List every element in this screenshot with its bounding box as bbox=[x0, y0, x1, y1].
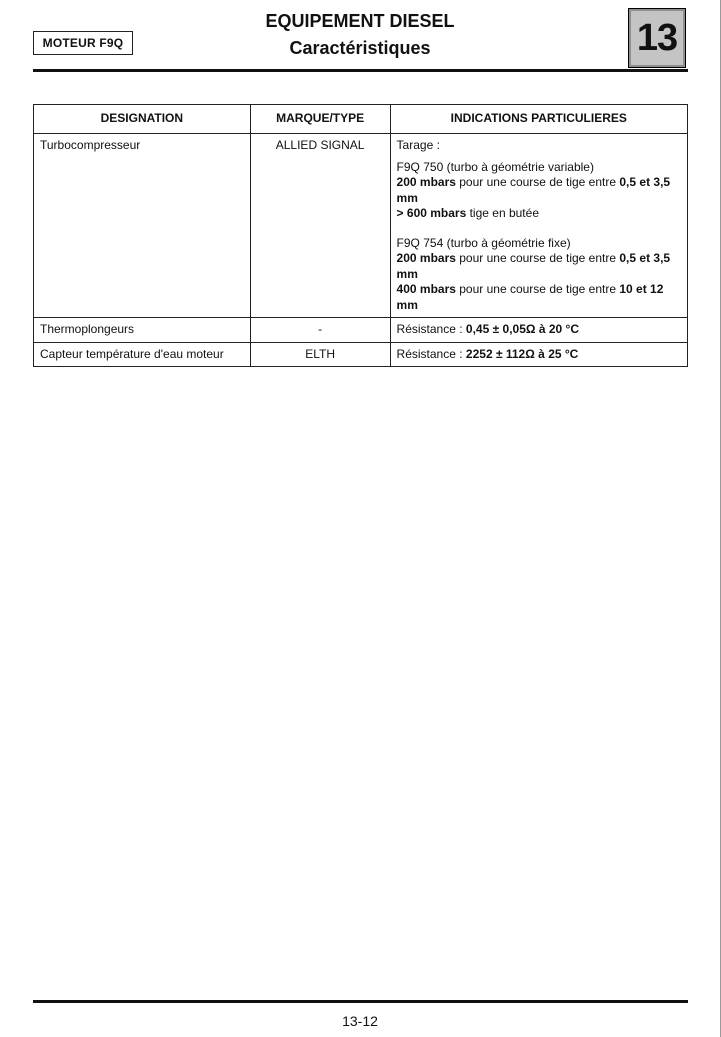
page-number: 13-12 bbox=[342, 1013, 378, 1029]
chapter-number: 13 bbox=[631, 11, 683, 65]
table-row bbox=[34, 318, 688, 343]
cell-designation: Capteur température d'eau moteur bbox=[34, 342, 251, 367]
cell-indications: Résistance : 0,45 ± 0,05Ω à 20 °C bbox=[390, 318, 687, 343]
variant-model: F9Q 754 (turbo à géométrie fixe) bbox=[396, 235, 571, 250]
specifications-table bbox=[33, 104, 688, 367]
variant-spec-line: 200 mbars pour une course de tige entre 0,5 et 3,5 mm bbox=[396, 175, 671, 205]
variant-model: F9Q 750 (turbo à géométrie variable) bbox=[396, 159, 594, 174]
cell-brand: ALLIED SIGNAL bbox=[250, 134, 390, 318]
table-header-row bbox=[34, 105, 688, 134]
header-divider bbox=[33, 69, 688, 72]
cell-designation: Thermoplongeurs bbox=[34, 318, 251, 343]
chapter-badge bbox=[628, 8, 686, 68]
variant-spec-line: > 600 mbars tige en butée bbox=[396, 206, 539, 220]
footer-divider bbox=[33, 1000, 688, 1003]
cell-brand: - bbox=[250, 318, 390, 343]
cell-indications: Résistance : 2252 ± 112Ω à 25 °C bbox=[390, 342, 687, 367]
column-header-indications: INDICATIONS PARTICULIERES bbox=[390, 105, 687, 134]
table-row bbox=[34, 342, 688, 367]
variant-spec-line: 400 mbars pour une course de tige entre 10 et 12 mm bbox=[396, 282, 664, 312]
page-title: EQUIPEMENT DIESEL bbox=[265, 11, 455, 31]
table-row bbox=[34, 134, 688, 318]
cell-designation: Turbocompresseur bbox=[34, 134, 251, 318]
cell-indications bbox=[390, 134, 687, 318]
page-subtitle: Caractéristiques bbox=[289, 38, 431, 58]
variant-spec-line: 200 mbars pour une course de tige entre 0,5 et 3,5 mm bbox=[396, 251, 671, 281]
column-header-designation: DESIGNATION bbox=[34, 105, 251, 134]
cell-brand: ELTH bbox=[250, 342, 390, 367]
engine-label: MOTEUR F9Q bbox=[33, 31, 133, 55]
tarage-label: Tarage : bbox=[396, 138, 440, 152]
column-header-brand: MARQUE/TYPE bbox=[250, 105, 390, 134]
